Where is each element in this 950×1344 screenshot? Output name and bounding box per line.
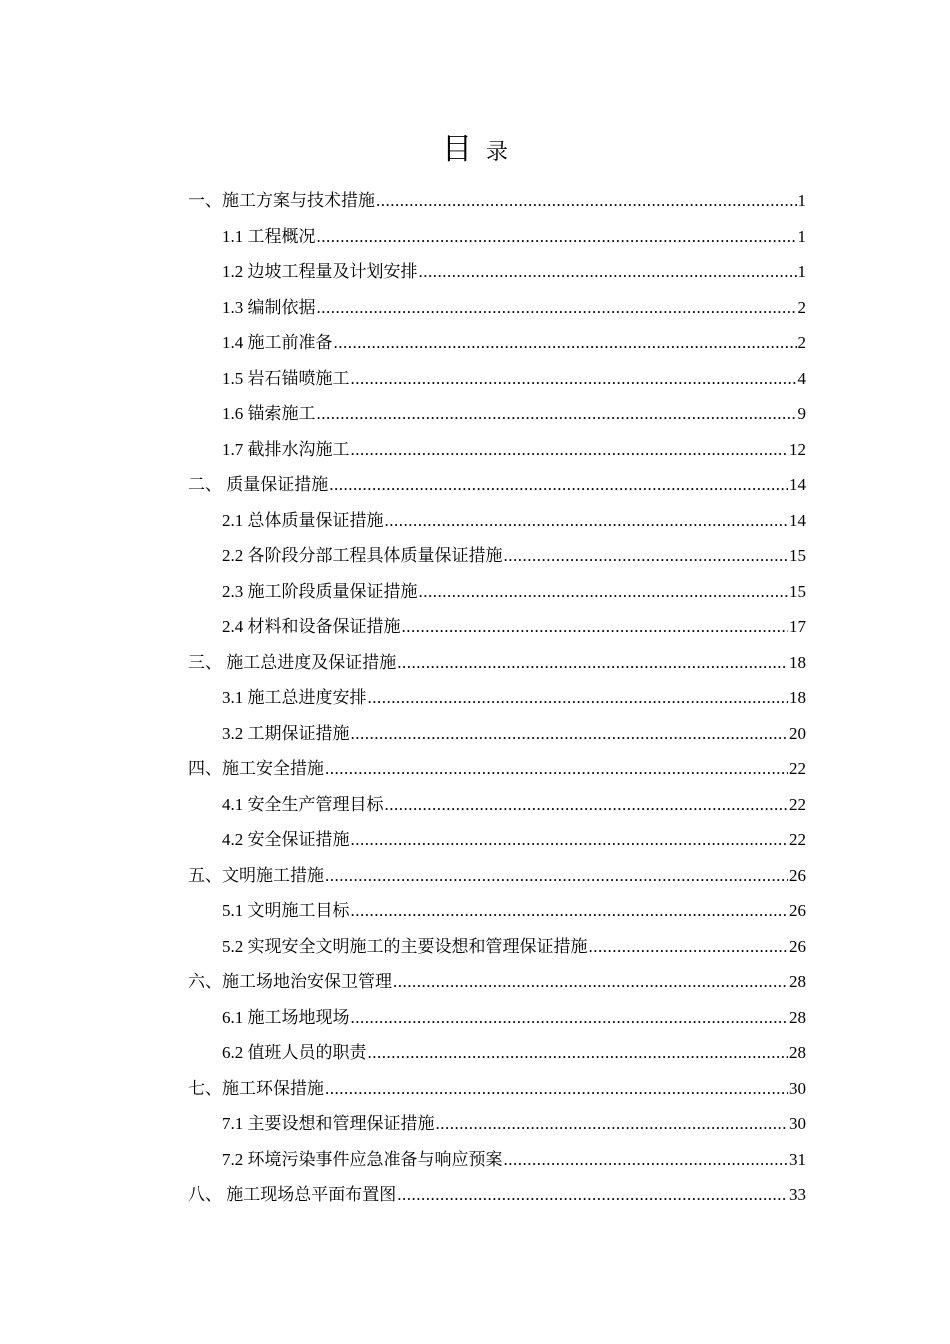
toc-entry-title: 1.2 边坡工程量及计划安排 bbox=[222, 262, 418, 281]
toc-entry[interactable] bbox=[188, 1035, 806, 1071]
toc-entry-title: 4.1 安全生产管理目标 bbox=[222, 794, 384, 814]
toc-page-number: 12 bbox=[789, 439, 806, 459]
toc-entry[interactable] bbox=[188, 361, 806, 397]
toc-entry[interactable] bbox=[188, 1071, 806, 1107]
toc-page-number: 30 bbox=[789, 1078, 806, 1098]
toc-dot-leader bbox=[419, 254, 797, 290]
toc-entry-title: 6.1 施工场地现场 bbox=[222, 1007, 350, 1027]
toc-entry-title: 三、 施工总进度及保证措施 bbox=[188, 652, 397, 672]
toc-entry[interactable] bbox=[188, 858, 806, 894]
toc-dot-leader bbox=[397, 1177, 788, 1213]
toc-entry[interactable] bbox=[188, 503, 806, 539]
toc-dot-leader bbox=[317, 396, 797, 432]
toc-dot-leader bbox=[436, 1106, 789, 1142]
toc-dot-leader bbox=[504, 538, 789, 574]
toc-entry-title: 2.2 各阶段分部工程具体质量保证措施 bbox=[222, 546, 503, 565]
toc-entry[interactable] bbox=[188, 1142, 806, 1178]
toc-entry[interactable] bbox=[188, 645, 806, 681]
toc-entry-title: 4.2 安全保证措施 bbox=[222, 830, 350, 849]
toc-page-number: 33 bbox=[789, 1185, 806, 1204]
toc-page-number: 22 bbox=[789, 759, 806, 778]
toc-entry-title: 1.3 编制依据 bbox=[222, 297, 316, 317]
toc-dot-leader bbox=[393, 964, 788, 1000]
toc-entry-title: 一、施工方案与技术措施 bbox=[188, 191, 375, 210]
title-part-1: 目 bbox=[441, 133, 472, 166]
toc-page-number: 18 bbox=[789, 688, 806, 707]
toc-dot-leader bbox=[589, 929, 789, 965]
title-part-2: 录 bbox=[485, 139, 508, 164]
toc-dot-leader bbox=[351, 1000, 789, 1036]
toc-dot-leader bbox=[351, 716, 789, 752]
toc-page-number: 20 bbox=[789, 723, 806, 743]
toc-page-number: 26 bbox=[789, 936, 806, 956]
toc-page-number: 4 bbox=[797, 368, 806, 388]
toc-entry-title: 5.1 文明施工目标 bbox=[222, 901, 350, 920]
toc-entry-title: 1.5 岩石锚喷施工 bbox=[222, 368, 350, 388]
toc-dot-leader bbox=[351, 361, 797, 397]
page-title bbox=[0, 130, 950, 172]
toc-page-number: 26 bbox=[789, 865, 806, 885]
toc-entry[interactable] bbox=[188, 1106, 806, 1142]
toc-entry-title: 7.2 环境污染事件应急准备与响应预案 bbox=[222, 1149, 503, 1169]
toc-dot-leader bbox=[397, 645, 788, 681]
toc-page-number: 22 bbox=[789, 794, 806, 814]
toc-page-number: 2 bbox=[797, 297, 806, 317]
toc-dot-leader bbox=[325, 751, 788, 787]
toc-entry[interactable] bbox=[188, 680, 806, 716]
toc-entry[interactable] bbox=[188, 432, 806, 468]
toc-entry[interactable] bbox=[188, 787, 806, 823]
toc-page-number: 18 bbox=[789, 652, 806, 672]
toc-entry-title: 七、施工环保措施 bbox=[188, 1078, 324, 1098]
toc-dot-leader bbox=[351, 893, 789, 929]
toc-dot-leader bbox=[351, 822, 789, 858]
toc-entry[interactable] bbox=[188, 1177, 806, 1213]
toc-page-number: 14 bbox=[789, 475, 806, 494]
toc-entry[interactable] bbox=[188, 467, 806, 503]
table-of-contents bbox=[188, 183, 806, 1213]
toc-entry[interactable] bbox=[188, 396, 806, 432]
toc-dot-leader bbox=[368, 1035, 789, 1071]
toc-page-number: 26 bbox=[789, 901, 806, 920]
toc-dot-leader bbox=[334, 325, 797, 361]
toc-page-number: 28 bbox=[789, 1043, 806, 1062]
toc-entry-title: 6.2 值班人员的职责 bbox=[222, 1043, 367, 1062]
toc-page-number: 17 bbox=[789, 617, 806, 636]
toc-entry[interactable] bbox=[188, 219, 806, 255]
toc-entry[interactable] bbox=[188, 929, 806, 965]
toc-entry-title: 2.1 总体质量保证措施 bbox=[222, 510, 384, 530]
toc-entry-title: 2.3 施工阶段质量保证措施 bbox=[222, 581, 418, 601]
toc-entry[interactable] bbox=[188, 822, 806, 858]
toc-entry-title: 1.7 截排水沟施工 bbox=[222, 439, 350, 459]
toc-entry-title: 八、 施工现场总平面布置图 bbox=[188, 1185, 397, 1204]
toc-page-number: 28 bbox=[789, 972, 806, 991]
toc-dot-leader bbox=[402, 609, 789, 645]
toc-dot-leader bbox=[317, 290, 797, 326]
toc-page-number: 22 bbox=[789, 830, 806, 849]
toc-page-number: 28 bbox=[789, 1007, 806, 1027]
toc-entry-title: 四、施工安全措施 bbox=[188, 759, 324, 778]
toc-dot-leader bbox=[325, 858, 788, 894]
toc-dot-leader bbox=[419, 574, 789, 610]
toc-entry[interactable] bbox=[188, 538, 806, 574]
toc-entry[interactable] bbox=[188, 964, 806, 1000]
toc-entry[interactable] bbox=[188, 290, 806, 326]
toc-dot-leader bbox=[376, 183, 797, 219]
toc-dot-leader bbox=[351, 432, 789, 468]
toc-entry-title: 二、 质量保证措施 bbox=[188, 475, 329, 494]
toc-page-number: 1 bbox=[797, 191, 806, 210]
toc-page-number: 15 bbox=[789, 546, 806, 565]
toc-entry-title: 7.1 主要设想和管理保证措施 bbox=[222, 1114, 435, 1133]
toc-entry[interactable] bbox=[188, 716, 806, 752]
toc-page-number: 9 bbox=[797, 404, 806, 423]
toc-entry[interactable] bbox=[188, 183, 806, 219]
toc-dot-leader bbox=[329, 467, 788, 503]
toc-dot-leader bbox=[385, 787, 789, 823]
toc-entry-title: 3.2 工期保证措施 bbox=[222, 723, 350, 743]
toc-entry[interactable] bbox=[188, 609, 806, 645]
toc-entry-title: 五、文明施工措施 bbox=[188, 865, 324, 885]
toc-entry-title: 六、施工场地治安保卫管理 bbox=[188, 972, 392, 991]
toc-page-number: 15 bbox=[789, 581, 806, 601]
toc-page-number: 30 bbox=[789, 1114, 806, 1133]
toc-entry[interactable] bbox=[188, 574, 806, 610]
toc-entry-title: 1.4 施工前准备 bbox=[222, 333, 333, 352]
toc-page-number: 2 bbox=[797, 333, 806, 352]
toc-page-number: 31 bbox=[789, 1149, 806, 1169]
toc-entry-title: 3.1 施工总进度安排 bbox=[222, 688, 367, 707]
toc-dot-leader bbox=[504, 1142, 789, 1178]
toc-entry-title: 5.2 实现安全文明施工的主要设想和管理保证措施 bbox=[222, 936, 588, 956]
toc-dot-leader bbox=[317, 219, 797, 255]
toc-entry-title: 1.1 工程概况 bbox=[222, 226, 316, 246]
toc-entry[interactable] bbox=[188, 1000, 806, 1036]
toc-entry-title: 2.4 材料和设备保证措施 bbox=[222, 617, 401, 636]
toc-dot-leader bbox=[368, 680, 789, 716]
toc-entry[interactable] bbox=[188, 751, 806, 787]
toc-dot-leader bbox=[325, 1071, 788, 1107]
toc-page-number: 1 bbox=[797, 226, 806, 246]
toc-entry-title: 1.6 锚索施工 bbox=[222, 404, 316, 423]
toc-page-number: 14 bbox=[789, 510, 806, 530]
toc-entry[interactable] bbox=[188, 254, 806, 290]
toc-page-number: 1 bbox=[797, 262, 806, 281]
toc-entry[interactable] bbox=[188, 893, 806, 929]
toc-dot-leader bbox=[385, 503, 789, 539]
toc-entry[interactable] bbox=[188, 325, 806, 361]
